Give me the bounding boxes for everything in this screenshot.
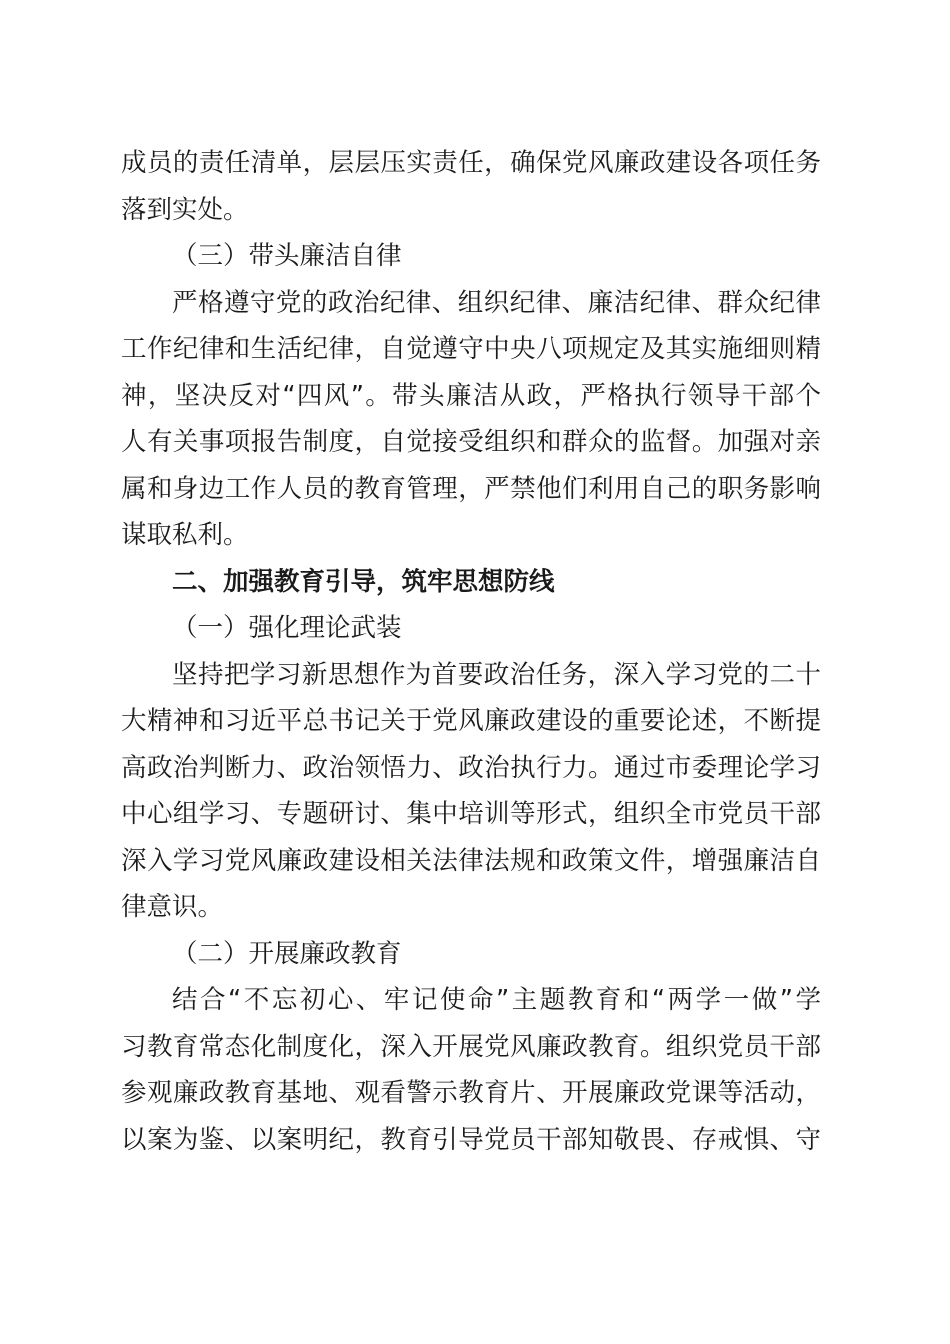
text-line: 参观廉政教育基地、观看警示教育片、开展廉政党课等活动， <box>121 1078 821 1108</box>
text-line: 严格遵守党的政治纪律、组织纪律、廉洁纪律、群众纪律 <box>172 287 821 318</box>
document-body <box>121 140 821 1163</box>
sub-heading-2 <box>121 931 821 978</box>
text-line: 落到实处。 <box>121 194 249 225</box>
text-line: 深入学习党风廉政建设相关法律法规和政策文件，增强廉洁自 <box>121 845 821 876</box>
text-line: 律意识。 <box>121 892 224 922</box>
text-line: 结合“不忘初心、牢记使命”主题教育和“两学一做”学 <box>172 985 821 1015</box>
sub-heading-text: （二）开展廉政教育 <box>172 938 402 969</box>
text-line: 高政治判断力、政治领悟力、政治执行力。通过市委理论学习 <box>121 752 821 783</box>
section-heading-2 <box>121 559 821 606</box>
sub-heading-text: （一）强化理论武装 <box>172 613 402 643</box>
text-line: 以案为鉴、以案明纪，教育引导党员干部知敬畏、存戒惧、守 <box>121 1124 821 1155</box>
paragraph-integrity <box>121 280 821 559</box>
text-line: 谋取私利。 <box>121 520 249 550</box>
text-line: 大精神和习近平总书记关于党风廉政建设的重要论述，不断提 <box>121 706 821 736</box>
text-line: 工作纪律和生活纪律，自觉遵守中央八项规定及其实施细则精 <box>121 334 821 364</box>
sub-heading-3 <box>121 233 821 280</box>
text-line: 习教育常态化制度化，深入开展党风廉政教育。组织党员干部 <box>121 1031 821 1062</box>
text-line: 神，坚决反对“四风”。带头廉洁从政，严格执行领导干部个 <box>121 380 821 411</box>
text-line: 中心组学习、专题研讨、集中培训等形式，组织全市党员干部 <box>121 799 821 829</box>
paragraph-continuation <box>121 140 821 233</box>
sub-heading-text: （三）带头廉洁自律 <box>172 241 402 271</box>
text-line: 成员的责任清单，层层压实责任，确保党风廉政建设各项任务 <box>121 148 821 178</box>
text-line: 坚持把学习新思想作为首要政治任务，深入学习党的二十 <box>172 659 821 690</box>
section-heading-text: 二、加强教育引导，筑牢思想防线 <box>172 566 555 597</box>
sub-heading-1 <box>121 605 821 652</box>
paragraph-education <box>121 977 821 1163</box>
paragraph-theory <box>121 652 821 931</box>
text-line: 属和身边工作人员的教育管理，严禁他们利用自己的职务影响 <box>121 473 821 504</box>
text-line: 人有关事项报告制度，自觉接受组织和群众的监督。加强对亲 <box>121 427 821 457</box>
